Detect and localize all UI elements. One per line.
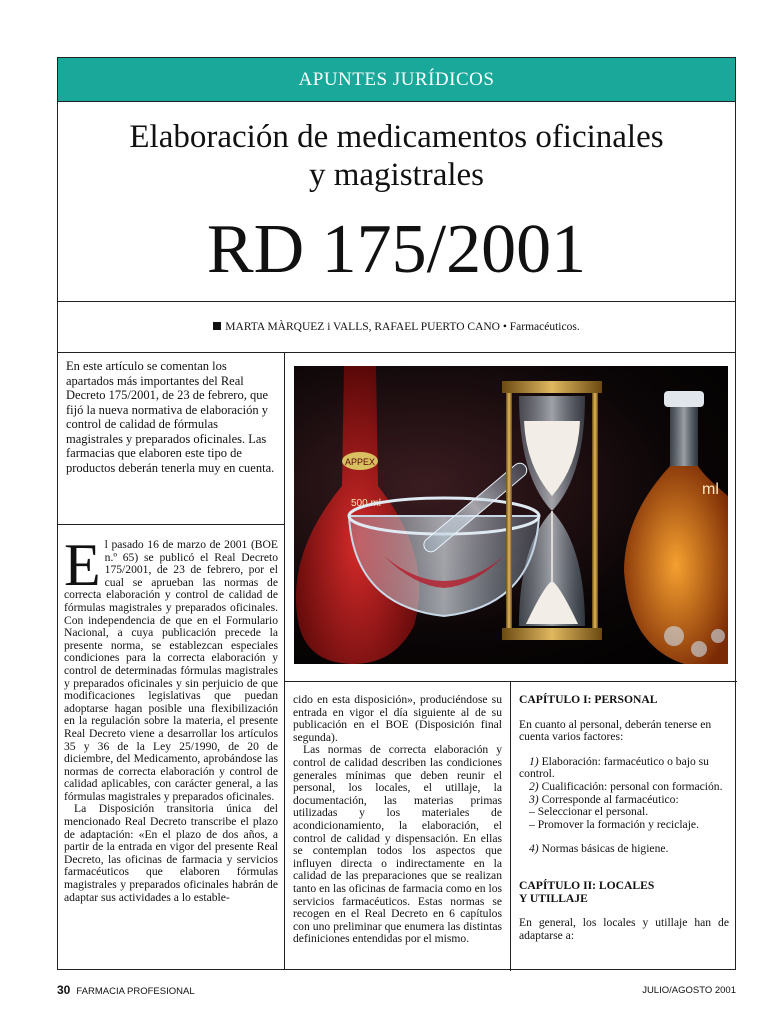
chapter-1-heading: CAPÍTULO I: PERSONAL	[519, 693, 658, 706]
author-line	[58, 301, 735, 353]
premises-intro: En general, los locales y utillaje han de adaptarse a:	[519, 916, 729, 942]
list-item-4: 4) Normas básicas de higiene.	[529, 842, 669, 856]
list-item-1: 1) Elaboración: farmacéutico o bajo su control.	[519, 754, 709, 781]
amber-flask-neck	[670, 407, 698, 467]
list-item-3: 3) Corresponde al farmacéutico:	[529, 792, 679, 806]
footer-left	[57, 983, 195, 997]
flask-stopper	[664, 391, 704, 407]
glass-bead	[691, 641, 707, 657]
text-column-2	[285, 681, 511, 971]
drop-cap: E	[64, 532, 101, 598]
author-role: • Farmacéuticos.	[499, 321, 580, 333]
abstract: En este artículo se comentan los apartados más importantes del Real Decreto 175/2001, de 23 de febrero, que fijó la nueva normativa de elaboración y control de calidad de fórmulas magistrales y preparados oficinales. Las farmacias que elaboren este tipo de productos deberán tenerla muy en cuenta.	[58, 353, 285, 525]
article-frame	[57, 57, 736, 970]
glass-bead	[711, 629, 725, 643]
hourglass-post-left	[506, 393, 512, 628]
section-banner: APUNTES JURÍDICOS	[58, 58, 735, 101]
page-number: 30	[57, 983, 71, 997]
title-line-2: y magistrales	[308, 157, 485, 193]
paragraph-2: La Disposición transitoria única del mencionado Real Decreto transcribe el plazo de adaptación: «En el plazo de dos años, a partir de la entrada en vigor del presente Real Decreto, las oficinas de farmacia y servicios farmacéuticos que elaboren fórmulas magistrales y preparados oficinales habrán de adaptar sus actividades a lo estable-	[64, 802, 278, 904]
text-column-3	[511, 681, 737, 971]
flask-volume-label: 500 ml	[350, 498, 382, 509]
personnel-intro: En cuanto al personal, deberán tenerse en cuenta varios factores:	[519, 717, 712, 744]
paragraph-continued: cido en esta disposición», produciéndose su entrada en vigor el día siguiente al de su publicación en el BOE (Disposición final segunda).	[293, 693, 502, 744]
author-names: MARTA MÀRQUEZ i VALLS, RAFAEL PUERTO CANO	[225, 321, 500, 333]
glass-bead	[664, 626, 684, 646]
sub-item-1: – Seleccionar el personal.	[529, 805, 649, 819]
lab-glassware-photo	[294, 366, 728, 664]
list-item-2: 2) Cualificación: personal con formación.	[529, 779, 723, 793]
square-bullet-icon	[213, 322, 221, 330]
chapter-2-heading-line-1: CAPÍTULO II: LOCALES	[519, 878, 655, 892]
sub-item-2: – Promover la formación y reciclaje.	[529, 817, 699, 831]
page-footer	[57, 983, 736, 999]
hourglass-post-right	[592, 393, 598, 628]
hourglass-sand-top	[524, 421, 580, 496]
hourglass-base	[502, 628, 602, 640]
text-column-1	[58, 525, 285, 970]
title-area	[58, 101, 735, 302]
paragraph-1-text: l pasado 16 de marzo de 2001 (BOE n.º 65) se publicó el Real Decreto 175/2001, de 23 de febrero, por el cual se aprueban las normas de correcta elaboración y control de calidad de fórmulas magistrales y preparados oficinales. Con independencia de que en el Formulario Nacional, a cuya publicación precede la presente norma, se establezcan especiales condiciones para la correcta elaboración y control de determinadas fórmulas magistrales y preparados oficinales y sin perjuicio de que modificaciones legislativas que puedan adoptarse hagan posible una flexibilización en la regulación sobre la materia, el presente Real Decreto viene a desarrollar los artículos 35 y 36 de la Ley 25/1990, de 20 de diciembre, del Medicamento, aprobándose las normas de correcta elaboración y control de calidad aplicables, con carácter general, a las fórmulas magistrales y preparados oficinales.	[64, 538, 278, 803]
journal-name: FARMACIA PROFESIONAL	[76, 986, 195, 997]
amber-flask-label: ml	[702, 481, 719, 498]
flask-brand-text: APPEX	[344, 457, 376, 467]
hourglass-top	[502, 381, 602, 393]
chapter-2-heading-line-2: Y UTILLAJE	[519, 891, 588, 905]
decree-title: RD 175/2001	[206, 211, 587, 288]
photo-illustration	[294, 366, 728, 664]
issue-date: JULIO/AGOSTO 2001	[642, 985, 736, 996]
paragraph-normas: Las normas de correcta elaboración y control de calidad describen las condiciones generales mínimas que deben reunir el personal, los locales, el utillaje, la documentación, las materias primas utilizadas y los materiales de acondicionamiento, la elaboración, el control de calidad y dispensación. En ellas se contemplan todos los aspectos que influyen directa o indirectamente en la calidad de las preparaciones que se realizan tanto en las oficinas de farmacia como en los servicios farmacéuticos. Estas normas se recogen en el Real Decreto en 6 capítulos con uno preliminar que enumera las distintas definiciones entendidas por el mismo.	[293, 743, 502, 946]
title-line-1: Elaboración de medicamentos oficinales	[129, 119, 664, 155]
paragraph-1	[64, 532, 278, 803]
article-title	[58, 118, 735, 194]
